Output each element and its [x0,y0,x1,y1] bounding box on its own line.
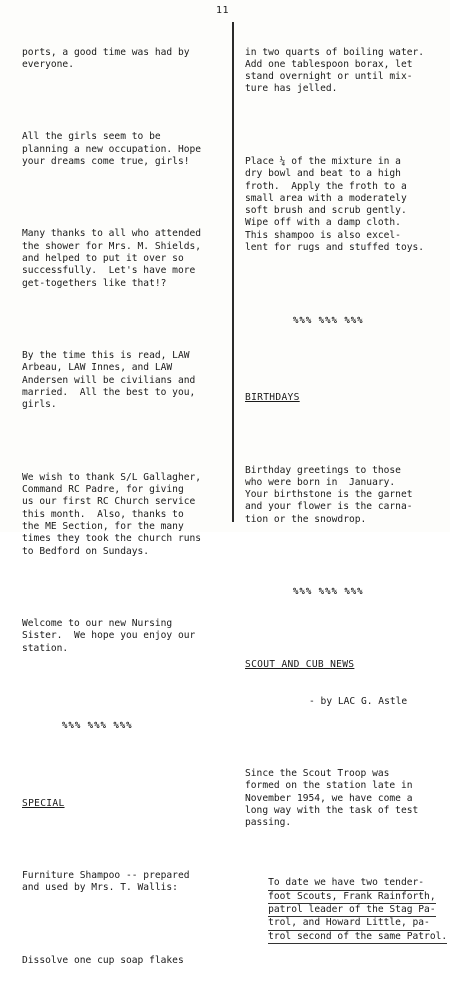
scout-byline: - by LAC G. Astle [309,695,408,707]
paragraph-dissolve: Dissolve one cup soap flakes [22,954,184,966]
right-column [245,22,448,956]
birthdays-heading: BIRTHDAYS [245,392,300,404]
paragraph-recipe-method: Place ¼ of the mixture in a dry bowl and beat to a high froth. Apply the froth to a small area with a moderately soft brush and scrub gently. Wipe off with a damp cloth. This shampoo is also excel- lent for rugs and stuffed toys. [245,155,425,254]
paragraph-party-ending: ports, a good time was had by everyone. [22,46,190,70]
column-divider [232,22,234,522]
paragraph-tenderfoot-line-3: patrol leader of the Stag Pa- [268,904,436,917]
paragraph-new-occupation: All the girls seem to be planning a new occupation. Hope your dreams come true, girls! [22,131,202,167]
paragraph-furniture-shampoo: Furniture Shampoo -- prepared and used by Mrs. T. Wallis: [22,870,190,894]
section-separator: %%% %%% %%% [293,315,364,326]
paragraph-birthday-greetings: Birthday greetings to those who were born in January. Your birthstone is the garnet and your flower is the carna- tion or the snowdrop. [245,464,413,525]
paragraph-recipe-water: in two quarts of boiling water. Add one tablespoon borax, let stand overnight or until mix- ture has jelled. [245,46,425,95]
paragraph-tenderfoot-line-2: foot Scouts, Frank Rainforth, [268,891,436,904]
paragraph-civilians: By the time this is read, LAW Arbeau, LAW Innes, and LAW Andersen will be civilians and married. All the best to you, girls. [22,350,196,411]
paragraph-tenderfoot-line-4: trol, and Howard Little, pa- [268,917,430,930]
paragraph-tenderfoot-line-5: trol second of the same Patrol. [268,931,447,944]
page-number: 11 [216,5,230,16]
scout-heading: SCOUT AND CUB NEWS [245,658,355,670]
section-separator: %%% %%% %%% [293,587,364,598]
paragraph-church-thanks: We wish to thank S/L Gallagher, Command RC Padre, for giving us our first RC Church service this month. Also, thanks to the ME Section, for the many times they took the church runs to Bedford on Sundays. [22,471,202,557]
section-separator: %%% %%% %%% [62,721,133,732]
paragraph-shower-thanks: Many thanks to all who attended the shower for Mrs. M. Shields, and helped to put it over so successfully. Let's have more get-togethers like that!? [22,228,202,289]
paragraph-nursing-sister: Welcome to our new Nursing Sister. We hope you enjoy our station. [22,618,196,654]
paragraph-tenderfoot-line-1: To date we have two tender- [268,877,424,890]
left-column [22,22,227,992]
special-heading: SPECIAL [22,797,65,809]
paragraph-scout-troop: Since the Scout Troop was formed on the station late in November 1954, we have come a long way with the task of test passing. [245,768,419,829]
